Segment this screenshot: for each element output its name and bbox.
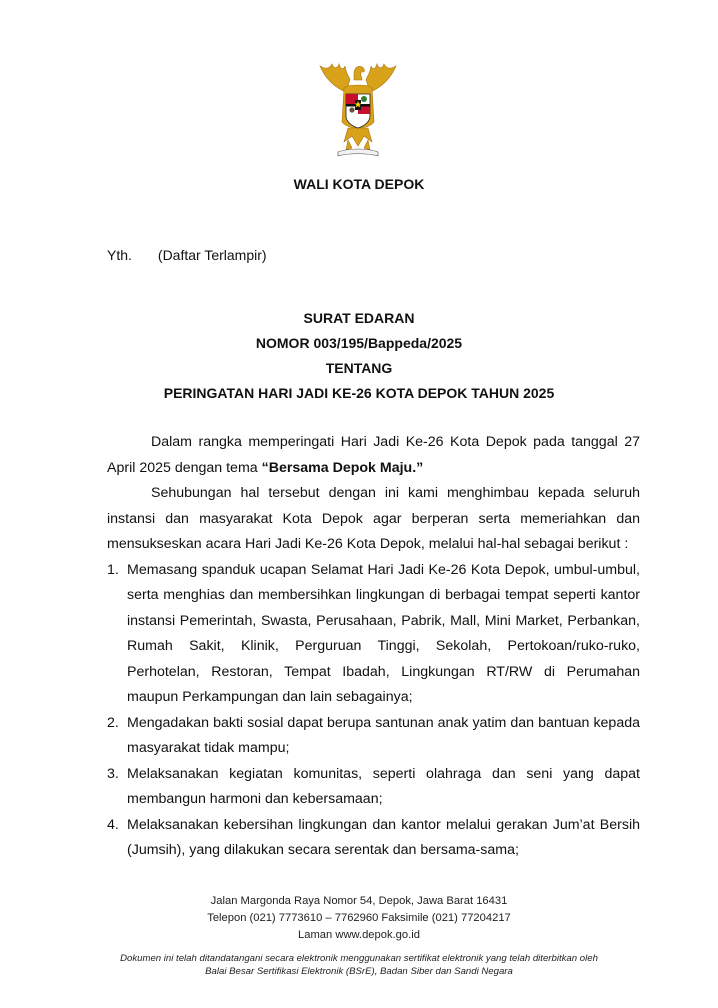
- letter-body: [107, 430, 640, 864]
- letter-subject: PERINGATAN HARI JADI KE-26 KOTA DEPOK TAHUN 2025: [163, 385, 555, 401]
- list-item-number: 1.: [107, 561, 119, 578]
- opening-paragraph: [107, 430, 640, 481]
- list-item-number: 2.: [107, 714, 119, 731]
- activity-list: [107, 558, 640, 864]
- list-item-text: Mengadakan bakti sosial dapat berupa santunan anak yatim dan bantuan kepada masyarakat tidak mampu;: [127, 714, 640, 756]
- letter-number: NOMOR 003/195/Bappeda/2025: [255, 335, 463, 351]
- esignature-note-line2: Balai Besar Sertifikasi Elektronik (BSrE), Badan Siber dan Sandi Negara: [205, 966, 513, 977]
- footer-address: Jalan Margonda Raya Nomor 54, Depok, Jawa Barat 16431: [210, 895, 508, 907]
- list-item-text: Melaksanakan kebersihan lingkungan dan kantor melalui gerakan Jum’at Bersih (Jumsih), yang dilakukan secara serentak dan bersama-sama;: [127, 816, 640, 858]
- letter-type: SURAT EDARAN: [303, 310, 415, 326]
- esignature-note-line1: Dokumen ini telah ditandatangani secara elektronik menggunakan sertifikat elektronik yang telah diterbitkan oleh: [120, 953, 598, 964]
- letter-about-label: TENTANG: [325, 360, 393, 376]
- list-item-number: 3.: [107, 765, 119, 782]
- garuda-pancasila-emblem-icon: [308, 58, 408, 162]
- esignature-note: [0, 952, 718, 978]
- opening-text: Dalam rangka memperingati Hari Jadi Ke-26 Kota Depok pada tanggal 27 April 2025 dengan tema: [107, 434, 640, 476]
- footer-website: Laman www.depok.go.id: [298, 929, 420, 941]
- event-theme: “Bersama Depok Maju.”: [261, 459, 424, 476]
- footer-phone: Telepon (021) 7773610 – 7762960 Faksimile (021) 77204217: [207, 912, 511, 924]
- issuing-authority: WALI KOTA DEPOK: [293, 176, 425, 192]
- addressee-value: (Daftar Terlampir): [157, 247, 267, 263]
- appeal-paragraph: Sehubungan hal tersebut dengan ini kami menghimbau kepada seluruh instansi dan masyarakat Kota Depok agar berperan serta memeriahkan dan mensukseskan acara Hari Jadi Ke-26 Kota Depok, melalui hal-hal sebagai berikut :: [107, 485, 640, 552]
- list-item-text: Melaksanakan kegiatan komunitas, seperti olahraga dan seni yang dapat membangun harmoni dan kebersamaan;: [127, 765, 640, 807]
- list-item: [107, 762, 640, 813]
- list-item-number: 4.: [107, 816, 119, 833]
- list-item: [107, 711, 640, 762]
- list-item: [107, 813, 640, 864]
- list-item: [107, 558, 640, 711]
- footer-contact: [0, 893, 718, 944]
- list-item-text: Memasang spanduk ucapan Selamat Hari Jadi Ke-26 Kota Depok, umbul-umbul, serta menghias dan membersihkan lingkungan di berbagai tempat seperti kantor instansi Pemerintah, Swasta, Perusahaan, Pabrik, Mall, Mini Market, Perbankan, Rumah Sakit, Klinik, Perguruan Tinggi, Sekolah, Pertokoan/ruko-ruko, Perhotelan, Restoran, Tempat Ibadah, Lingkungan RT/RW di Perumahan maupun Perkampungan dan lain sebagainya;: [127, 561, 640, 705]
- addressee: [107, 247, 267, 263]
- addressee-label: Yth.: [107, 247, 132, 263]
